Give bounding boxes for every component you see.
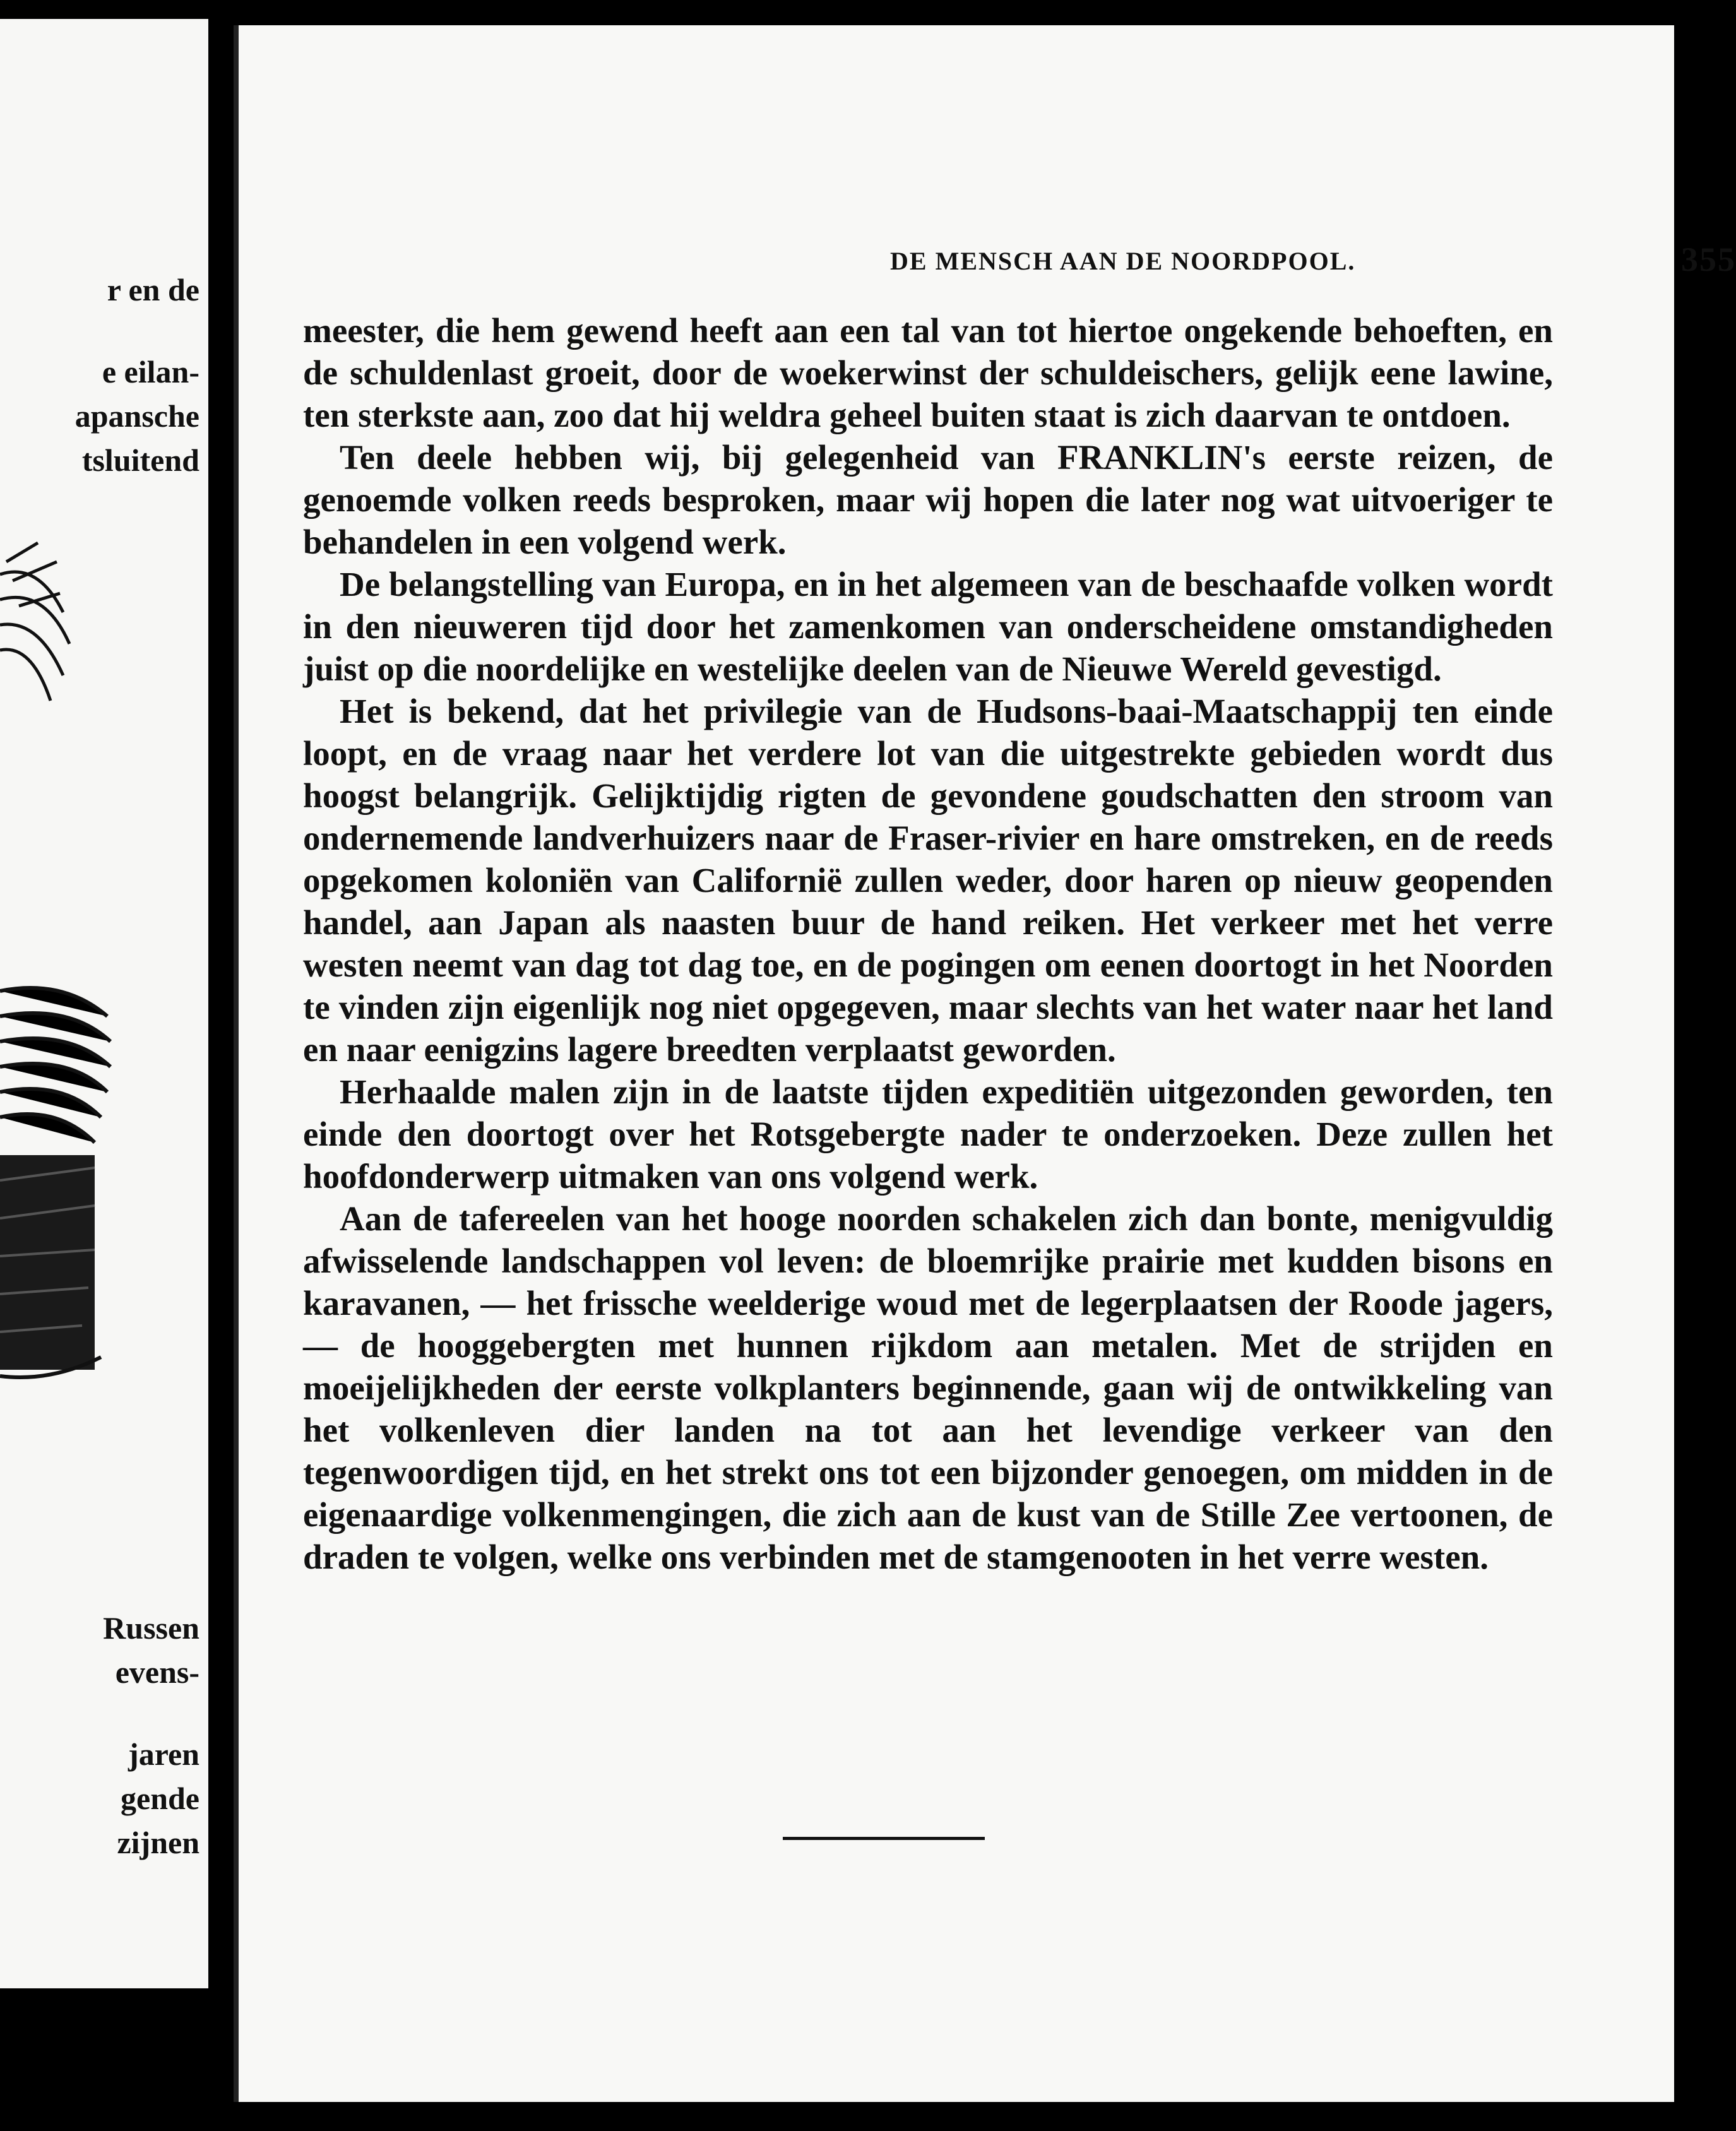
facing-page-line: jaren [128, 1736, 199, 1772]
paragraph: Ten deele hebben wij, bij gelegenheid van FRANKLIN's eerste reizen, de genoemde volken reeds besproken, maar wij hopen die later nog wat uitvoeriger te behandelen in een volgend werk. [303, 438, 1553, 561]
engraving-illustration [0, 537, 126, 1546]
book-page [234, 25, 1736, 2102]
paragraph: Aan de tafereelen van het hooge noorden schakelen zich dan bonte, menigvuldig afwisselende landschappen vol leven: de bloemrijke prairie met kudden bisons en karavanen, — het frissche weelderige woud met de legerplaatsen der Roode jagers, — de hooggebergten met hunnen rijkdom aan metalen. Met de strijden en moeijelijkheden der eerste volkplanters beginnende, gaan wij de ontwikkeling van het volkenleven dier landen na tot aan het levendige verkeer van den tegenwoordigen tijd, en het strekt ons tot een bijzonder genoegen, om midden in de eigenaardige volkenmengingen, die zich aan de kust van de Stille Zee vertoonen, de draden te volgen, welke ons verbinden met de stamgenooten in het verre westen. [303, 1199, 1553, 1576]
facing-page-line: zijnen [117, 1825, 199, 1860]
facing-page [0, 19, 213, 1988]
facing-page-line: apansche [74, 398, 199, 434]
paragraph: meester, die hem gewend heeft aan een tal van tot hiertoe ongekende behoeften, en de schuldenlast groeit, door de woekerwinst der schuldeischers, gelijk eene lawine, ten sterkste aan, zoo dat hij weldra geheel buiten staat is zich daarvan te ontdoen. [303, 311, 1553, 434]
facing-page-line: gende [121, 1781, 199, 1816]
paragraph: Het is bekend, dat het privilegie van de Hudsons-baai-Maatschappij ten einde loopt, en de vraag naar het verdere lot van die uitgestrekte gebieden wordt dus hoogst belangrijk. Gelijktijdig rigten de gevondene goudschatten den stroom van ondernemende landverhuizers naar de Fraser-rivier en hare omstreken, en de reeds opgekomen koloniën van Californië zullen weder, door haren op nieuw geopenden handel, aan Japan als naasten buur de hand reiken. Het verkeer met het verre westen neemt van dag tot dag toe, en de pogingen om eenen doortogt in het Noorden te vinden zijn eigenlijk nog niet opgegeven, maar slechts van het water naar het land en naar eenigzins lagere breedten verplaatst geworden. [303, 692, 1553, 1069]
facing-page-line: r en de [107, 272, 199, 307]
body-text [303, 309, 1553, 1578]
facing-page-line: evens- [115, 1654, 199, 1690]
facing-page-line: Russen [103, 1610, 199, 1646]
page-number: 355 [1681, 240, 1736, 278]
paragraph: Herhaalde malen zijn in de laatste tijden expeditiën uitgezonden geworden, ten einde den doortogt over het Rotsgebergte nader te onderzoeken. Deze zullen het hoofdonderwerp uitmaken van ons volgend werk. [303, 1072, 1553, 1196]
end-rule [783, 1837, 985, 1840]
facing-page-line: tsluitend [81, 442, 199, 478]
running-title: DE MENSCH AAN DE NOORDPOOL. [890, 247, 1356, 275]
facing-page-line: e eilan- [102, 354, 199, 389]
paragraph: De belangstelling van Europa, en in het algemeen van de beschaafde volken wordt in den nieuweren tijd door het zamenkomen van onderscheidene omstandigheden juist op die noordelijke en westelijke deelen van de Nieuwe Wereld gevestigd. [303, 565, 1553, 688]
